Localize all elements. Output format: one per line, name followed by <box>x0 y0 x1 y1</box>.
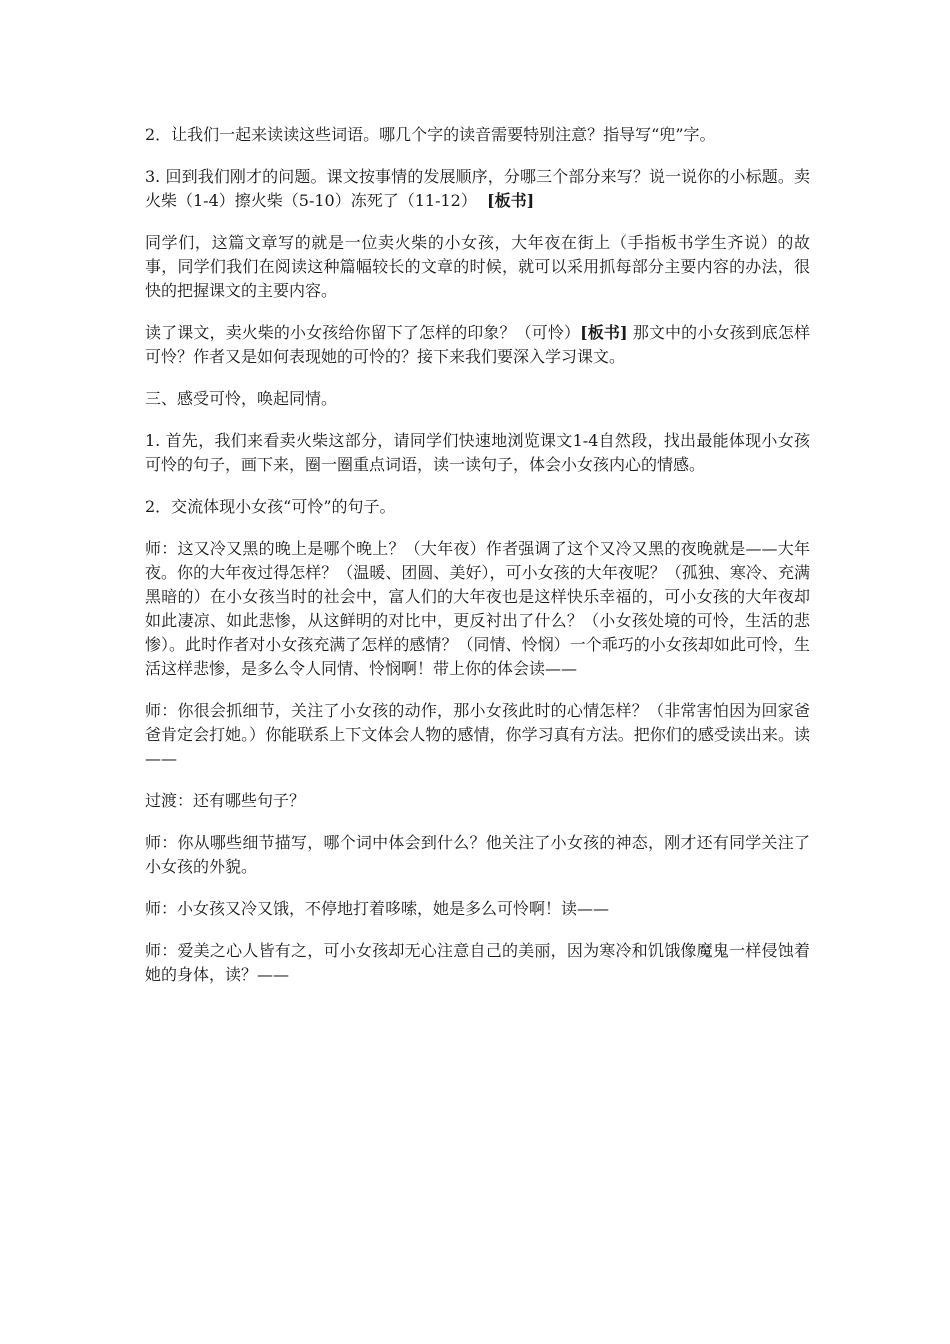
section-heading <box>145 387 810 411</box>
board-note: [板书] <box>487 191 535 210</box>
paragraph-text: 师：这又冷又黑的晚上是哪个晚上？（大年夜）作者强调了这个又冷又黑的夜晚就是——大年夜。你的大年夜过得怎样？（温暖、团圆、美好），可小女孩的大年夜呢？（孤独、寒冷、充满黑暗的）在小女孩当时的社会中，富人们的大年夜也是这样快乐幸福的，可小女孩的大年夜却如此凄凉、如此悲惨，从这鲜明的对比中，更反衬出了什么？（小女孩处境的可怜，生活的悲惨）。此时作者对小女孩充满了怎样的感情？（同情、怜悯）一个乖巧的小女孩却如此可怜，生活这样悲惨，是多么令人同情、怜悯啊！带上你的体会读—— <box>145 539 810 678</box>
paragraph-text: 读了课文，卖火柴的小女孩给你留下了怎样的印象？（可怜） <box>145 323 581 342</box>
paragraph-text: 同学们，这篇文章写的就是一位卖火柴的小女孩，大年夜在街上（手指板书学生齐说）的故事，同学们我们在阅读这种篇幅较长的文章的时候，就可以采用抓每部分主要内容的办法，很快的把握课文的主要内容。 <box>145 233 810 300</box>
paragraph-text: 师：你很会抓细节，关注了小女孩的动作，那小女孩此时的心情怎样？（非常害怕因为回家爸爸肯定会打她。）你能联系上下文体会人物的感情，你学习真有方法。把你们的感受读出来。读—— <box>145 701 810 768</box>
paragraph-teacher-new-year <box>145 537 810 681</box>
paragraph-text: 2．让我们一起来读读这些词语。哪几个字的读音需要特别注意？指导写“兜”字。 <box>145 125 716 144</box>
paragraph-text: 2．交流体现小女孩“可怜”的句子。 <box>145 497 396 516</box>
paragraph-text: 师：小女孩又冷又饿，不停地打着哆嗦，她是多么可怜啊！读—— <box>145 899 610 918</box>
paragraph-exchange <box>145 495 810 519</box>
document-page <box>145 123 810 1005</box>
paragraph-text: 师：爱美之心人皆有之，可小女孩却无心注意自己的美丽，因为寒冷和饥饿像魔鬼一样侵蚀着她的身体，读？—— <box>145 941 810 984</box>
board-note: [板书] <box>580 323 628 342</box>
paragraph-subtitles <box>145 165 810 213</box>
paragraph-text: 1. 首先，我们来看卖火柴这部分，请同学们快速地浏览课文1-4自然段，找出最能体现小女孩可怜的句子，画下来，圈一圈重点词语，读一读句子，体会小女孩内心的情感。 <box>145 431 810 474</box>
paragraph-text: 三、感受可怜，唤起同情。 <box>145 389 338 408</box>
paragraph-summary <box>145 231 810 303</box>
paragraph-teacher-cold-hungry <box>145 897 810 921</box>
paragraph-text: 师：你从哪些细节描写，哪个词中体会到什么？他关注了小女孩的神态，刚才还有同学关注了小女孩的外貌。 <box>145 833 810 876</box>
paragraph-teacher-beauty <box>145 939 810 987</box>
paragraph-text: 过渡：还有哪些句子？ <box>145 791 306 810</box>
paragraph-transition <box>145 789 810 813</box>
paragraph-impression <box>145 321 810 369</box>
paragraph-teacher-observation <box>145 831 810 879</box>
paragraph-vocabulary-reading <box>145 123 810 147</box>
paragraph-text-continued: 那文中的小女孩到底怎样可怜？作者又是如何表现她的可怜的？接下来我们要深入学习课文。 <box>145 323 810 366</box>
paragraph-browse-task <box>145 429 810 477</box>
paragraph-teacher-details <box>145 699 810 771</box>
paragraph-text: 3. 回到我们刚才的问题。课文按事情的发展顺序，分哪三个部分来写？说一说你的小标题。卖火柴（1-4）擦火柴（5-10）冻死了（11-12） <box>145 167 810 210</box>
